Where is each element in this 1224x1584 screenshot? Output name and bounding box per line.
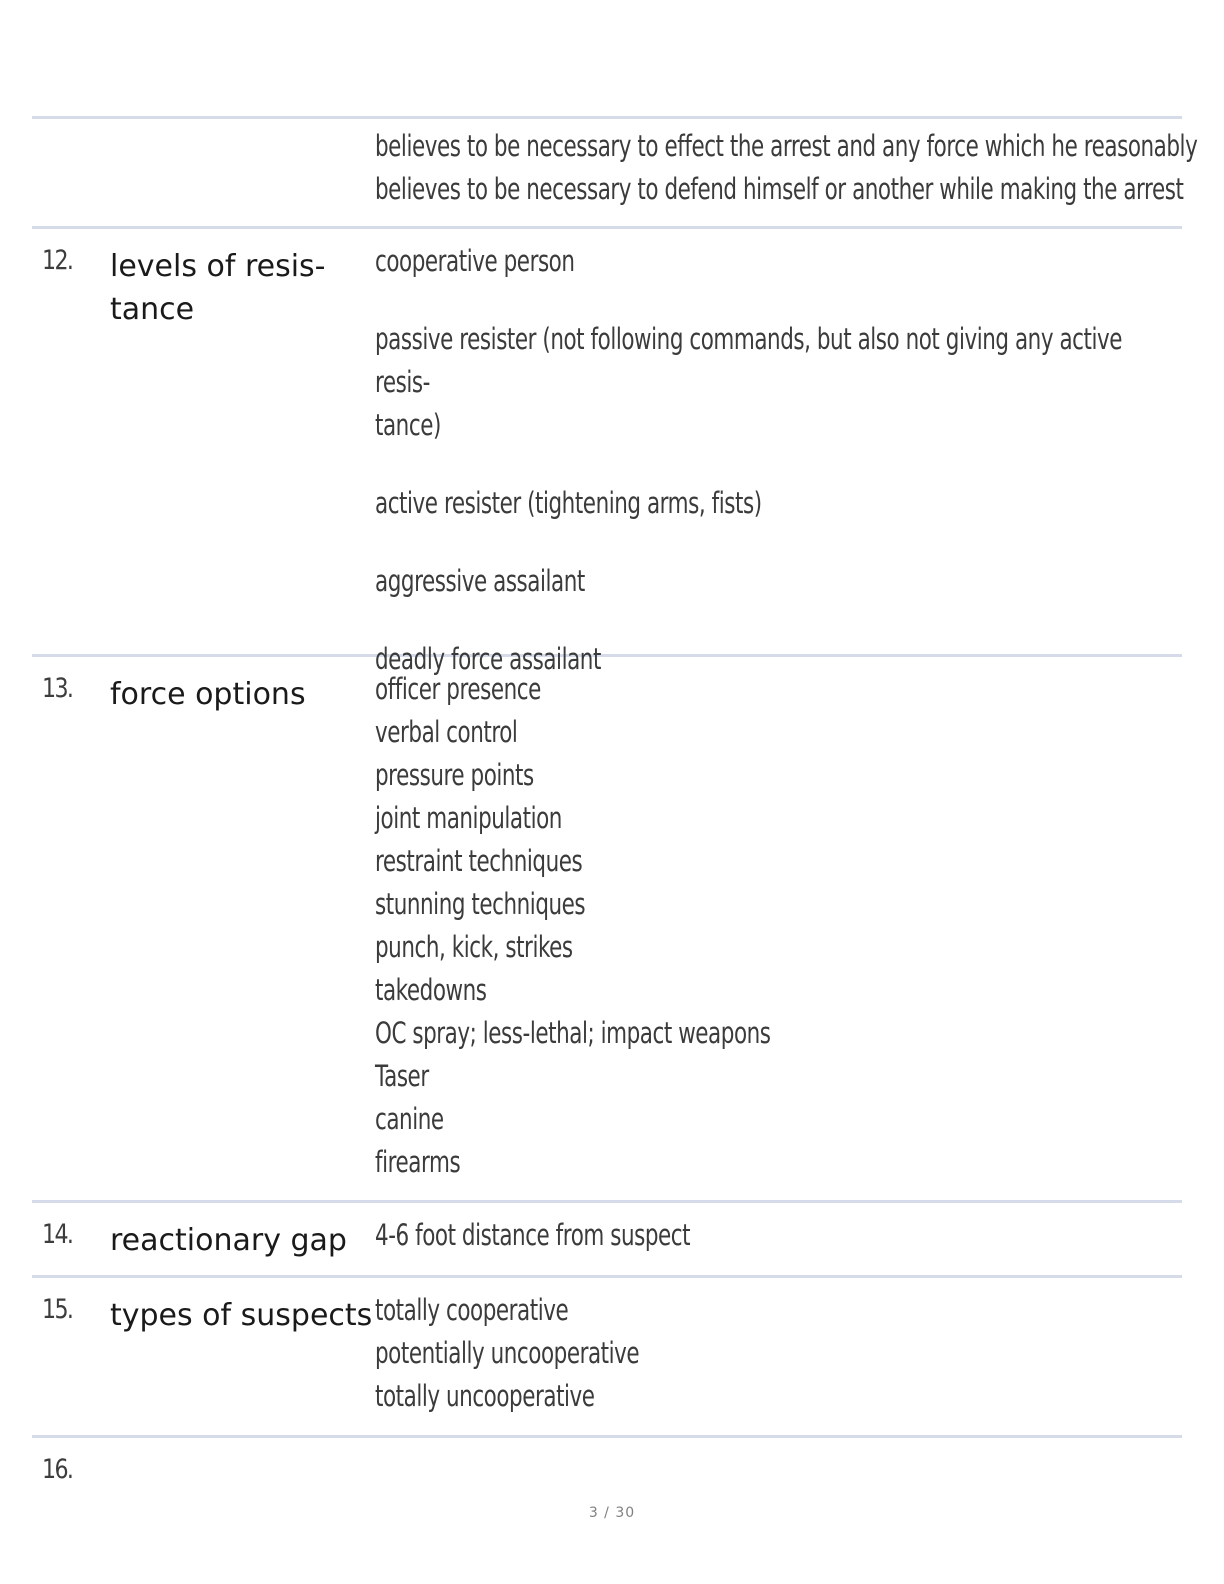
definition-line: believes to be necessary to defend himself or another while making the arrest [375, 172, 1184, 206]
definition-paragraph [375, 560, 1167, 603]
definition-paragraph [375, 240, 1167, 283]
entry-row-15 [32, 1278, 1182, 1435]
entry-term: levels of resis- tance [110, 249, 326, 327]
definition-cell [375, 240, 1175, 681]
definition-paragraph [375, 482, 1167, 525]
definition-line: potentially uncooperative [375, 1336, 640, 1370]
entry-term: types of suspects [110, 1298, 373, 1333]
definition-line: restraint techniques [375, 844, 583, 878]
definition-line: OC spray; less-lethal; impact weapons [375, 1016, 771, 1050]
definition-paragraph [375, 318, 1167, 447]
definition-line: punch, kick, strikes [375, 930, 573, 964]
definition-line: 4-6 foot distance from suspect [375, 1218, 691, 1252]
definition-line: active resister (tightening arms, fists) [375, 486, 762, 520]
entry-term: force options [110, 677, 306, 712]
definition-line: deadly force assailant [375, 642, 601, 676]
entry-term: reactionary gap [110, 1223, 347, 1258]
definition-line: believes to be necessary to effect the arrest and any force which he reasonably [375, 129, 1198, 163]
definition-cell [375, 668, 1175, 1184]
definition-line: pressure points [375, 758, 534, 792]
definition-cell [375, 1214, 1175, 1257]
definition-line: firearms [375, 1145, 461, 1179]
definition-line: passive resister (not following commands, but also not giving any active resis- [375, 322, 1123, 399]
entry-row-13 [32, 657, 1182, 1200]
definition-line: aggressive assailant [375, 564, 585, 598]
entry-row-16 [32, 1438, 1182, 1498]
page-indicator: 3 / 30 [588, 1505, 636, 1521]
entry-number: 13. [42, 673, 73, 704]
flashcard-table [32, 116, 1198, 1498]
definition-line: stunning techniques [375, 887, 586, 921]
entry-row-14 [32, 1203, 1182, 1275]
entry-row-12 [32, 229, 1182, 676]
continuation-row [32, 119, 1198, 226]
entry-number: 12. [42, 245, 73, 276]
definition-cell [375, 1289, 1175, 1418]
definition-line: cooperative person [375, 244, 575, 278]
definition-line: totally cooperative [375, 1293, 569, 1327]
definition-line: takedowns [375, 973, 487, 1007]
definition-line: canine [375, 1102, 444, 1136]
definition-line: officer presence [375, 672, 541, 706]
definition-cell [375, 125, 1198, 211]
entry-number: 16. [42, 1454, 73, 1485]
entry-number: 15. [42, 1294, 73, 1325]
definition-line: Taser [375, 1059, 429, 1093]
entry-number: 14. [42, 1219, 73, 1250]
definition-line: totally uncooperative [375, 1379, 595, 1413]
definition-line: tance) [375, 408, 441, 442]
definition-line: joint manipulation [375, 801, 562, 835]
definition-line: verbal control [375, 715, 518, 749]
